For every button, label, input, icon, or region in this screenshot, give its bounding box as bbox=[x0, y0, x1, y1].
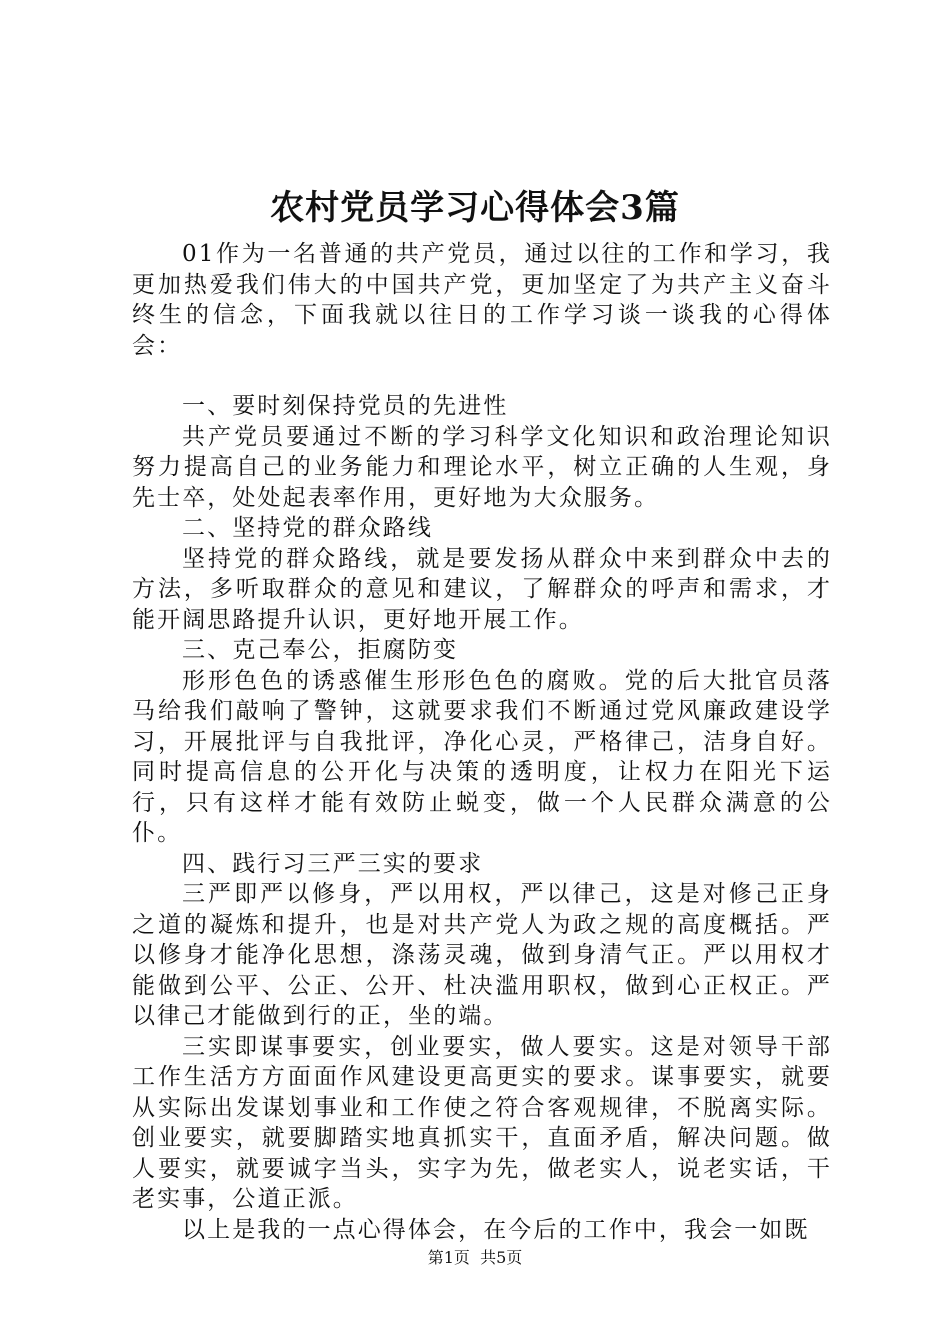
section-paragraph-4b: 三实即谋事要实，创业要实，做人要实。这是对领导干部工作生活方方面面作风建设更高更实的要求。谋事要实，就要从实际出发谋划事业和工作使之符合客观规律，不脱离实际。创业要实，就要脚踏实地真抓实干，直面矛盾，解决问题。做人要实，就要诚字当头，实字为先，做老实人，说老实话，干老实事，公道正派。 bbox=[132, 1033, 832, 1212]
section-heading-4: 四、践行习三严三实的要求 bbox=[182, 850, 484, 877]
closing-paragraph: 以上是我的一点心得体会，在今后的工作中，我会一如既 bbox=[182, 1216, 810, 1243]
page-number: 第1页 bbox=[427, 1248, 470, 1267]
intro-paragraph: 01作为一名普通的共产党员，通过以往的工作和学习，我更加热爱我们伟大的中国共产党，更加坚定了为共产主义奋斗终生的信念，下面我就以往日的工作学习谈一谈我的心得体会： bbox=[132, 241, 832, 359]
page-total: 共5页 bbox=[480, 1248, 523, 1267]
document-title: 农村党员学习心得体会3篇 bbox=[270, 188, 680, 228]
section-paragraph-4a: 三严即严以修身，严以用权，严以律己，这是对修己正身之道的凝炼和提升，也是对共产党人为政之规的高度概括。严以修身才能净化思想，涤荡灵魂，做到身清气正。严以用权才能做到公平、公正、公开、杜决滥用职权，做到心正权正。严以律己才能做到行的正，坐的端。 bbox=[132, 881, 832, 1029]
section-paragraph-3: 形形色色的诱惑催生形形色色的腐败。党的后大批官员落马给我们敲响了警钟，这就要求我们不断通过党风廉政建设学习，开展批评与自我批评，净化心灵，严格律己，洁身自好。同时提高信息的公开化与决策的透明度，让权力在阳光下运行，只有这样才能有效防止蜕变，做一个人民群众满意的公仆。 bbox=[132, 667, 832, 846]
page-footer bbox=[0, 1247, 950, 1269]
section-heading-1: 一、要时刻保持党员的先进性 bbox=[182, 393, 509, 419]
section-heading-3: 三、克己奉公，拒腐防变 bbox=[182, 637, 459, 663]
section-paragraph-2: 坚持党的群众路线，就是要发扬从群众中来到群众中去的方法，多听取群众的意见和建议，了解群众的呼声和需求，才能开阔思路提升认识，更好地开展工作。 bbox=[132, 545, 832, 633]
section-paragraph-1: 共产党员要通过不断的学习科学文化知识和政治理论知识努力提高自己的业务能力和理论水平，树立正确的人生观，身先士卒，处处起表率作用，更好地为大众服务。 bbox=[132, 423, 832, 511]
section-heading-2: 二、坚持党的群众路线 bbox=[182, 515, 433, 541]
document-body bbox=[132, 239, 832, 1245]
